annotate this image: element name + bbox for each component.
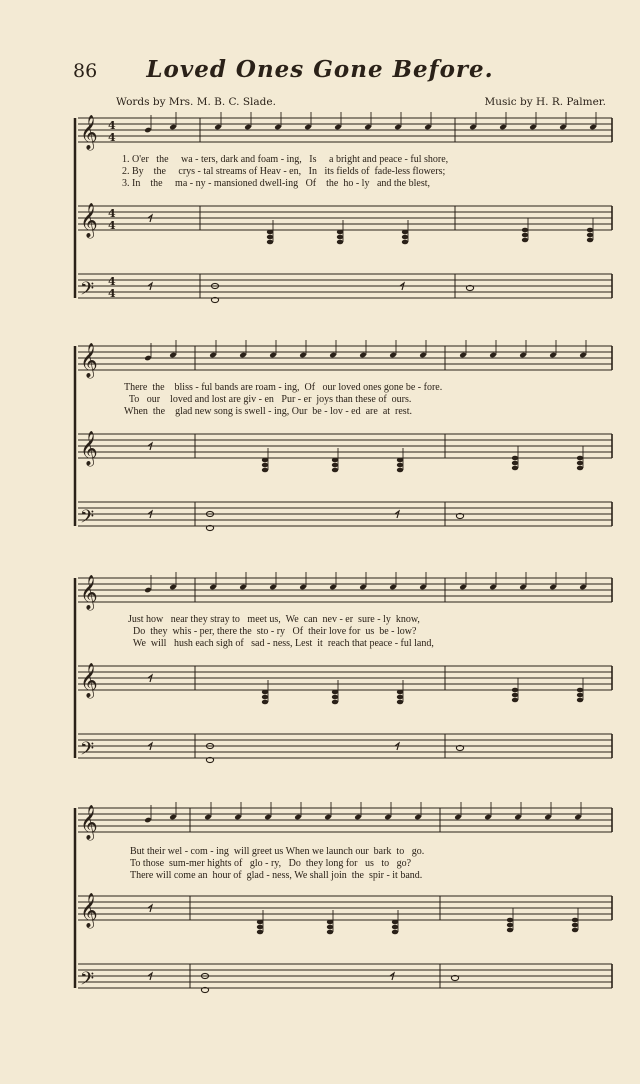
time-signature-bottom: 4 xyxy=(108,131,116,144)
chord-note xyxy=(332,695,338,700)
rest-symbol xyxy=(148,215,152,222)
rest-symbol xyxy=(395,511,399,518)
rest-symbol xyxy=(148,283,152,290)
hymn-title: Loved Ones Gone Before. xyxy=(146,56,494,83)
page-number: 86 xyxy=(73,60,98,82)
chord-note xyxy=(402,240,408,245)
chord-note xyxy=(257,930,263,935)
time-signature-bottom: 4 xyxy=(108,219,116,232)
chord-note xyxy=(577,698,583,703)
chord-note xyxy=(397,458,403,463)
chord-note xyxy=(262,695,268,700)
bass-clef-icon: 𝄢 xyxy=(80,739,95,764)
chord-note xyxy=(572,928,578,933)
chord-note xyxy=(512,456,518,461)
time-signature-bottom: 4 xyxy=(108,287,116,300)
chord-note xyxy=(397,700,403,705)
lyric-line: Just how near they stray to meet us, We can nev - er sure - ly know, xyxy=(128,614,420,625)
treble-clef-icon: 𝄞 xyxy=(80,115,98,150)
chord-note xyxy=(507,928,513,933)
chord-note xyxy=(262,700,268,705)
lyric-line: But their wel - com - ing will greet us When we launch our bark to go. xyxy=(130,846,425,857)
chord-note xyxy=(512,466,518,471)
chord-note xyxy=(587,228,593,233)
chord-note xyxy=(257,925,263,930)
chord-note xyxy=(327,930,333,935)
chord-note xyxy=(392,920,398,925)
chord-note xyxy=(572,918,578,923)
chord-note xyxy=(587,233,593,238)
rest-symbol xyxy=(148,443,152,450)
time-signature-top: 4 xyxy=(108,275,116,288)
rest-symbol xyxy=(148,675,152,682)
chord-note xyxy=(507,918,513,923)
chord-note xyxy=(522,233,528,238)
chord-note xyxy=(267,230,273,235)
chord-note xyxy=(397,468,403,473)
chord-note xyxy=(332,463,338,468)
chord-note xyxy=(587,238,593,243)
chord-note xyxy=(262,690,268,695)
lyric-line: 2. By the crys - tal streams of Heav - en, In its fields of fade-less flowers; xyxy=(122,166,446,177)
rest-symbol xyxy=(148,973,152,980)
chord-note xyxy=(262,458,268,463)
chord-note xyxy=(267,235,273,240)
lyric-line: There will come an hour of glad - ness, We shall join the spir - it band. xyxy=(130,870,423,881)
rest-symbol xyxy=(148,511,152,518)
lyric-line: When the glad new song is swell - ing, Our be - lov - ed are at rest. xyxy=(124,406,412,417)
rest-symbol xyxy=(390,973,394,980)
treble-clef-icon: 𝄞 xyxy=(80,343,98,378)
time-signature-top: 4 xyxy=(108,207,116,220)
rest-symbol xyxy=(148,905,152,912)
lyric-line: There the bliss - ful bands are roam - ing, Of our loved ones gone be - fore. xyxy=(124,382,443,393)
lyric-line: We will hush each sigh of sad - ness, Lest it reach that peace - ful land, xyxy=(128,638,434,649)
chord-note xyxy=(577,693,583,698)
treble-clef-icon: 𝄞 xyxy=(80,203,98,238)
chord-note xyxy=(402,235,408,240)
chord-note xyxy=(262,463,268,468)
chord-note xyxy=(577,466,583,471)
chord-note xyxy=(522,238,528,243)
chord-note xyxy=(577,688,583,693)
chord-note xyxy=(332,468,338,473)
bass-clef-icon: 𝄢 xyxy=(80,507,95,532)
chord-note xyxy=(397,463,403,468)
chord-note xyxy=(512,693,518,698)
treble-clef-icon: 𝄞 xyxy=(80,663,98,698)
rest-symbol xyxy=(395,743,399,750)
lyric-line: 1. O'er the wa - ters, dark and foam - ing, Is a bright and peace - ful shore, xyxy=(122,154,449,165)
chord-note xyxy=(397,690,403,695)
chord-note xyxy=(327,925,333,930)
chord-note xyxy=(512,461,518,466)
music-credit: Music by H. R. Palmer. xyxy=(484,96,606,108)
chord-note xyxy=(577,456,583,461)
treble-clef-icon: 𝄞 xyxy=(80,805,98,840)
chord-note xyxy=(337,230,343,235)
treble-clef-icon: 𝄞 xyxy=(80,893,98,928)
chord-note xyxy=(332,700,338,705)
treble-clef-icon: 𝄞 xyxy=(80,431,98,466)
chord-note xyxy=(337,240,343,245)
lyric-line: To our loved and lost are giv - en Pur - er joys than these of ours. xyxy=(124,394,412,405)
chord-note xyxy=(507,923,513,928)
chord-note xyxy=(512,698,518,703)
lyric-line: 3. In the ma - ny - mansioned dwell-ing Of the ho - ly and the blest, xyxy=(122,178,430,189)
chord-note xyxy=(332,458,338,463)
chord-note xyxy=(332,690,338,695)
chord-note xyxy=(392,930,398,935)
chord-note xyxy=(577,461,583,466)
chord-note xyxy=(392,925,398,930)
chord-note xyxy=(327,920,333,925)
chord-note xyxy=(522,228,528,233)
chord-note xyxy=(512,688,518,693)
rest-symbol xyxy=(148,743,152,750)
words-credit: Words by Mrs. M. B. C. Slade. xyxy=(116,96,276,108)
chord-note xyxy=(397,695,403,700)
bass-clef-icon: 𝄢 xyxy=(80,969,95,994)
treble-clef-icon: 𝄞 xyxy=(80,575,98,610)
chord-note xyxy=(402,230,408,235)
chord-note xyxy=(572,923,578,928)
chord-note xyxy=(337,235,343,240)
time-signature-top: 4 xyxy=(108,119,116,132)
lyric-line: To those sum-mer hights of glo - ry, Do they long for us to go? xyxy=(130,858,412,869)
chord-note xyxy=(267,240,273,245)
lyric-line: Do they whis - per, there the sto - ry Of their love for us be - low? xyxy=(128,626,417,637)
rest-symbol xyxy=(400,283,404,290)
chord-note xyxy=(257,920,263,925)
bass-clef-icon: 𝄢 xyxy=(80,279,95,304)
chord-note xyxy=(262,468,268,473)
